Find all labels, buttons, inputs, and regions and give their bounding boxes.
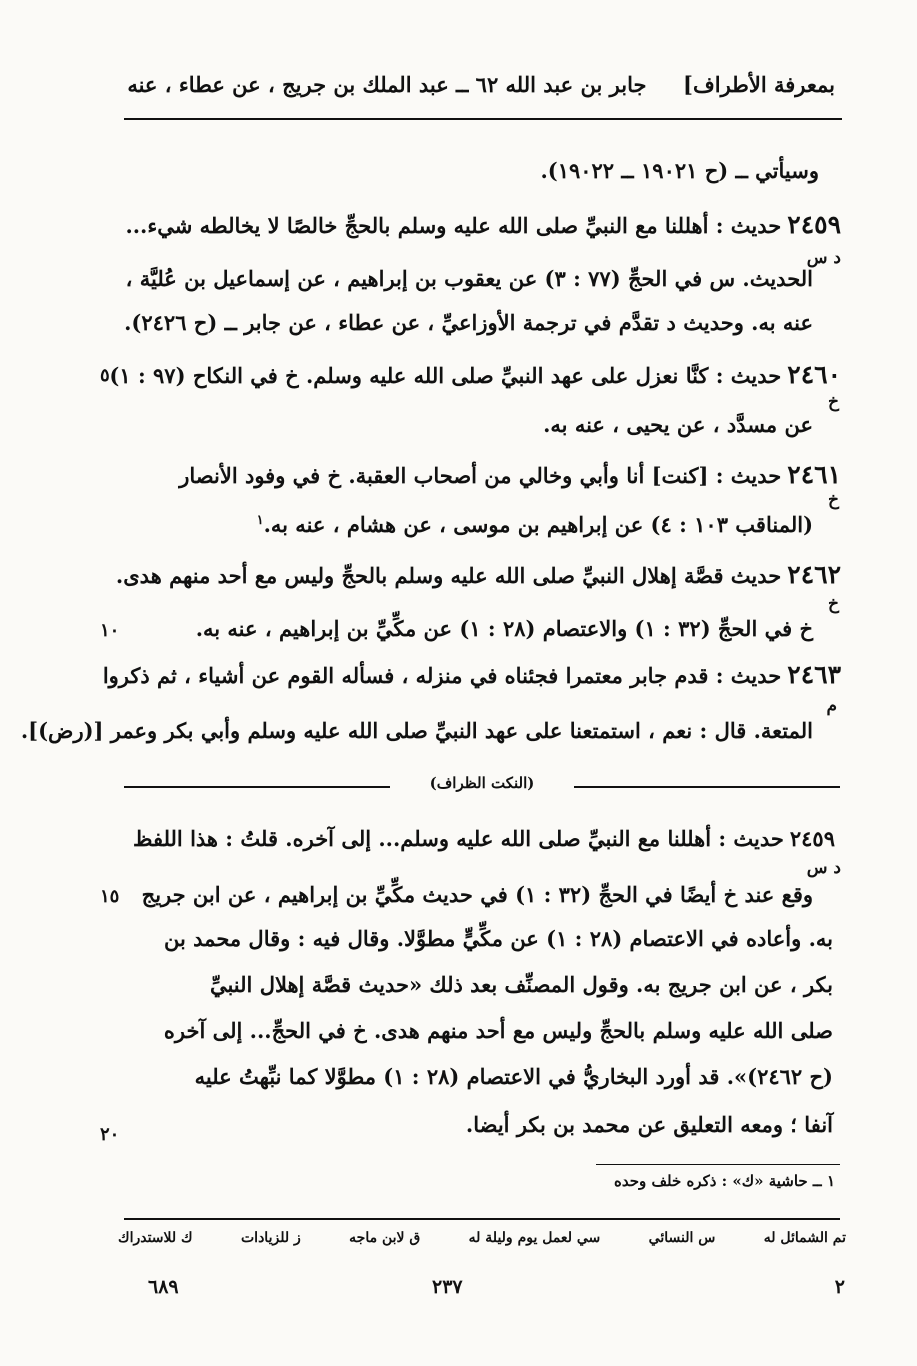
- entry-2463-line1: ٢٤٦٣حديث : قدم جابر معتمرا فجئناه في منزله ، فسأله القوم عن أشياء ، ثم ذكروا: [102, 660, 841, 689]
- entry-number: ٢٤٦١: [787, 460, 841, 489]
- entry-2459-line2: الحديث. س في الحجِّ (٧٧ : ٣) عن يعقوب بن إبراهيم ، عن إسماعيل بن عُليَّة ،: [125, 266, 813, 291]
- entry-2461-sigla: خ: [828, 490, 839, 510]
- entry-2459-line1: ٢٤٥٩حديث : أهللنا مع النبيِّ صلى الله عليه وسلم بالحجِّ خالصًا لا يخالطه شيء...: [125, 210, 841, 239]
- entry-2462-line1: ٢٤٦٢حديث قصَّة إهلال النبيِّ صلى الله عليه وسلم بالحجِّ وليس مع أحد منهم هدى.: [115, 560, 841, 589]
- footnote-rule: [596, 1164, 840, 1165]
- entry-2460-line2: عن مسدَّد ، عن يحيى ، عنه به.: [543, 412, 813, 437]
- line-number-15: ١٥: [100, 886, 120, 907]
- separator-rule-right: [574, 786, 840, 788]
- entry-2463-sigla: م: [826, 696, 837, 716]
- nukat-number: ٢٤٥٩: [789, 826, 835, 851]
- footnote: ١ ــ حاشية «ك» : ذكره خلف وحده: [613, 1172, 835, 1190]
- line-number-10: ١٠: [100, 620, 120, 641]
- sigla-legend: [118, 1230, 846, 1246]
- header-right: بمعرفة الأطراف]: [683, 72, 835, 97]
- running-header: [99, 72, 835, 97]
- legend-item: ز للزيادات: [241, 1230, 301, 1246]
- legend-item: سي لعمل يوم وليلة له: [468, 1230, 601, 1246]
- nukat-line7: آنفا ؛ ومعه التعليق عن محمد بن بكر أيضا.: [465, 1112, 833, 1137]
- volume-number: ٢: [834, 1276, 845, 1298]
- footnote-ref: ١: [256, 513, 264, 528]
- entry-2463-line2: المتعة. قال : نعم ، استمتعنا على عهد النبيِّ صلى الله عليه وسلم وأبي بكر وعمر [(رض)].: [20, 718, 813, 743]
- section-separator: [124, 772, 840, 802]
- entry-2460-sigla: خ: [828, 392, 839, 412]
- entry-2460-marker: ٥: [100, 365, 110, 386]
- header-left: جابر بن عبد الله ٦٢ ــ عبد الملك بن جريج ، عن عطاء ، عنه: [127, 72, 647, 97]
- entry-2462-line2: خ في الحجِّ (٣٢ : ١) والاعتصام (٢٨ : ١) عن مكِّيِّ بن إبراهيم ، عنه به.: [195, 616, 813, 641]
- entry-number: ٢٤٦٣: [787, 660, 841, 689]
- legend-rule: [124, 1218, 840, 1220]
- separator-title: (النكت الظراف): [429, 774, 535, 792]
- entry-2462-sigla: خ: [828, 594, 839, 614]
- nukat-sigla: د س: [806, 858, 841, 878]
- line-number-20: ٢٠: [100, 1124, 120, 1145]
- separator-rule-left: [124, 786, 390, 788]
- entry-number: ٢٤٦٠: [787, 360, 841, 389]
- nukat-line4: بكر ، عن ابن جريج به. وقول المصنِّف بعد ذلك «حديث قصَّة إهلال النبيِّ: [209, 972, 833, 997]
- nukat-line3: به. وأعاده في الاعتصام (٢٨ : ١) عن مكِّيٍّ مطوَّلا. وقال فيه : وقال محمد بن: [164, 926, 833, 951]
- nukat-line6: (ح ٢٤٦٢)». قد أورد البخاريُّ في الاعتصام (٢٨ : ١) مطوَّلا كما نبِّهتُ عليه: [194, 1064, 833, 1089]
- entry-2461-line2: (المناقب ١٠٣ : ٤) عن إبراهيم بن موسى ، عن هشام ، عنه به.$^١$: [256, 512, 813, 537]
- header-rule: [124, 118, 842, 120]
- page-number-left: ٦٨٩: [148, 1276, 179, 1298]
- page-number-center: ٢٣٧: [432, 1276, 463, 1298]
- entry-2459-line3: عنه به. وحديث د تقدَّم في ترجمة الأوزاعيِّ ، عن عطاء ، عن جابر ــ (ح ٢٤٢٦).: [124, 310, 813, 335]
- legend-item: تم الشمائل له: [763, 1230, 846, 1246]
- intro-line: وسيأتي ــ (ح ١٩٠٢١ ــ ١٩٠٢٢).: [540, 158, 819, 183]
- entry-number: ٢٤٥٩: [787, 210, 841, 239]
- entry-2461-line1: ٢٤٦١حديث : [كنت] أنا وأبي وخالي من أصحاب العقبة. خ في وفود الأنصار: [179, 460, 841, 489]
- legend-item: س النسائي: [648, 1230, 716, 1246]
- legend-item: ق لابن ماجه: [349, 1230, 421, 1246]
- nukat-line1: ٢٤٥٩حديث : أهللنا مع النبيِّ صلى الله عليه وسلم... إلى آخره. قلتُ : هذا اللفظ: [133, 826, 835, 851]
- entry-number: ٢٤٦٢: [787, 560, 841, 589]
- nukat-line2: وقع عند خ أيضًا في الحجِّ (٣٢ : ١) في حديث مكِّيِّ بن إبراهيم ، عن ابن جريج: [141, 882, 813, 907]
- entry-2459-sigla: د س: [806, 248, 841, 268]
- legend-item: ك للاستدراك: [118, 1230, 193, 1246]
- nukat-line5: صلى الله عليه وسلم بالحجِّ وليس مع أحد منهم هدى. خ في الحجِّ... إلى آخره: [163, 1018, 833, 1043]
- entry-2460-line1: ٢٤٦٠حديث : كنَّا نعزل على عهد النبيِّ صلى الله عليه وسلم. خ في النكاح (٩٧ : ١): [109, 360, 841, 389]
